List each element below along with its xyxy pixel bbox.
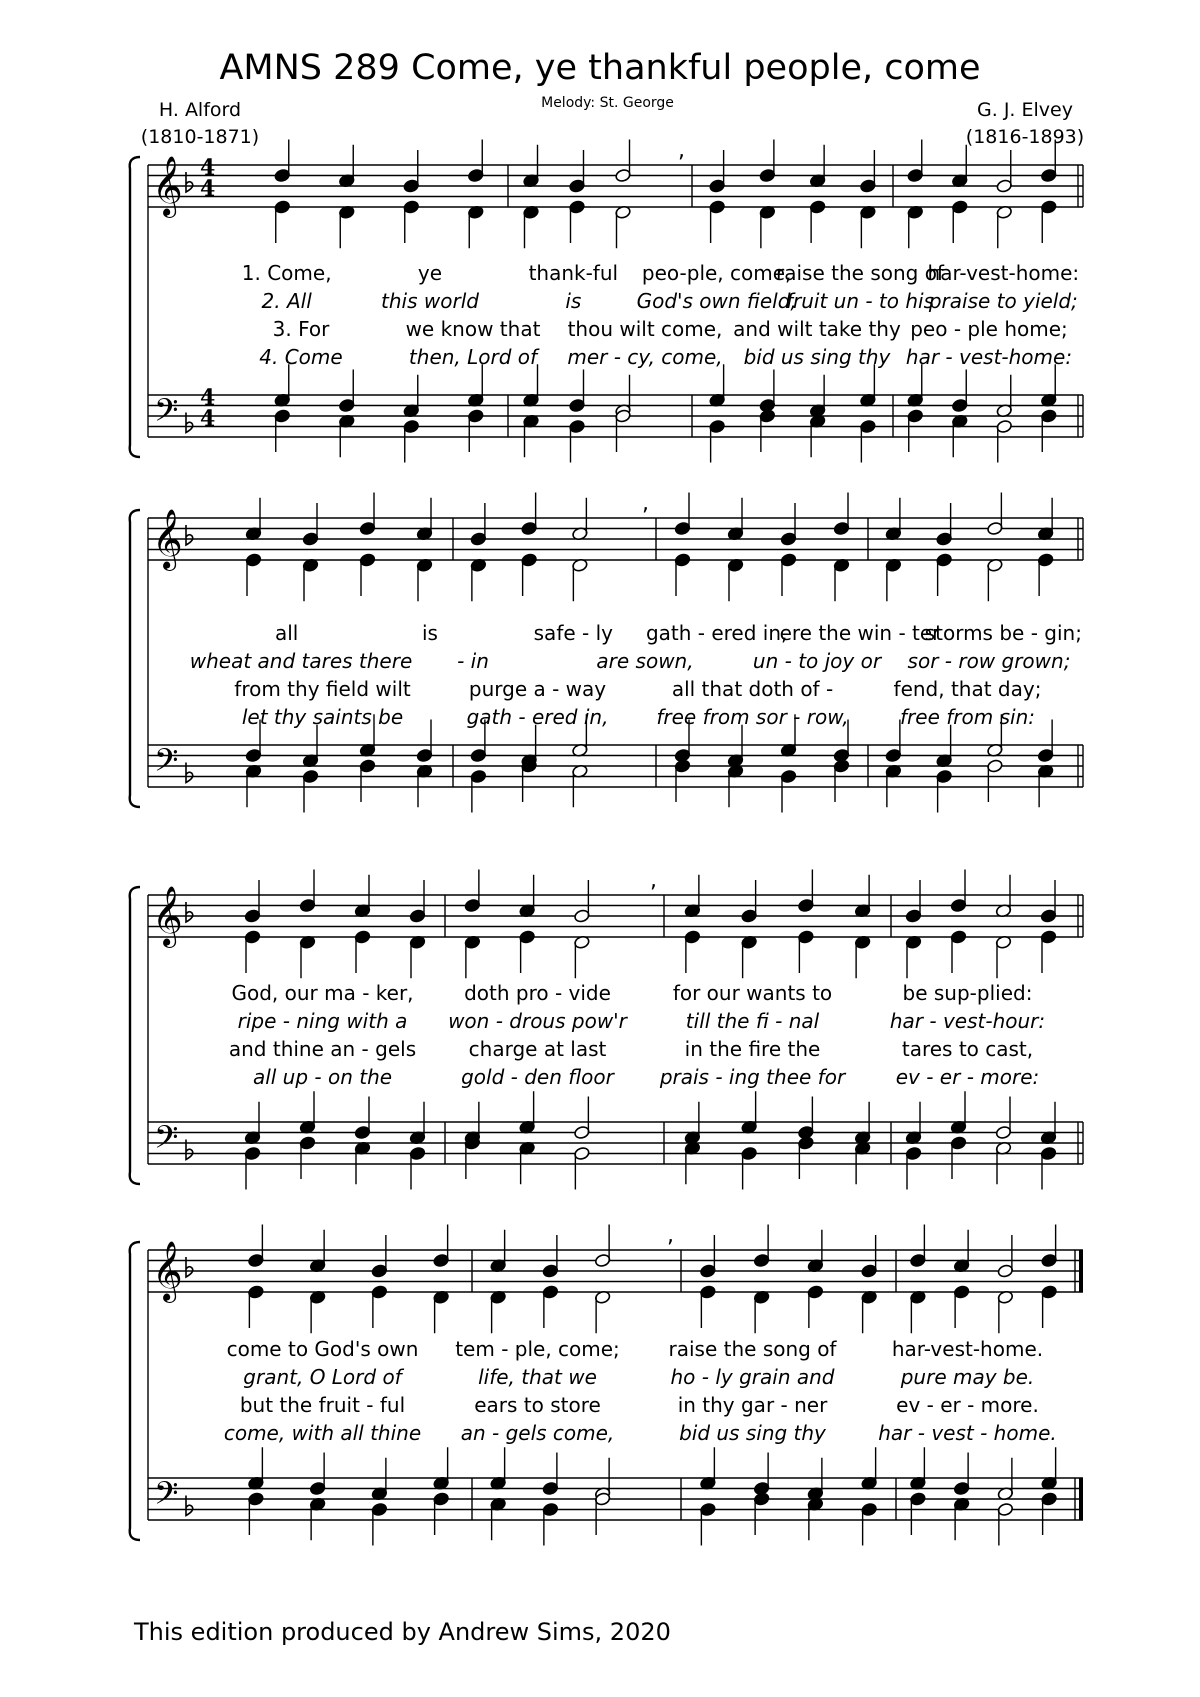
treble-clef-icon: 𝄞: [152, 156, 183, 216]
author-years: (1810-1871): [140, 126, 260, 148]
lyric-verse-1: 1. Come,: [241, 261, 332, 285]
lyric-verse-4: gath - ered in,: [466, 705, 609, 729]
bass-clef-icon: 𝄢: [154, 1475, 179, 1519]
lyric-verse-3: charge at last: [468, 1037, 607, 1061]
lyric-verse-1: gath - ered in,: [645, 621, 788, 645]
lyric-verse-2: sor - row grown;: [907, 649, 1071, 673]
composer-name: G. J. Elvey: [977, 99, 1073, 121]
lyric-verse-4: an - gels come,: [460, 1421, 615, 1445]
lyric-verse-1: be sup-plied:: [902, 981, 1033, 1005]
lyric-verse-4: har - vest-home:: [905, 345, 1073, 369]
final-bar-line: [1079, 1250, 1083, 1292]
lyric-verse-4: mer - cy, come,: [567, 345, 723, 369]
lyric-verse-4: bid us sing thy: [679, 1421, 826, 1445]
lyric-verse-1: ere the win - ter: [779, 621, 941, 645]
lyric-verse-3: tares to cast,: [901, 1037, 1034, 1061]
breath-mark: ,: [642, 491, 649, 516]
lyric-verse-3: ev - er - more.: [896, 1393, 1039, 1417]
lyric-verse-2: har - vest-hour:: [889, 1009, 1046, 1033]
lyric-verse-2: God's own field,: [636, 289, 797, 313]
lyric-verse-1: har-vest-home.: [891, 1337, 1044, 1361]
lyric-verse-3: 3. For: [272, 317, 330, 341]
lyric-verse-1: har-vest-home:: [927, 261, 1080, 285]
lyric-verse-2: 2. All: [261, 289, 312, 313]
lyric-verse-2: - in: [457, 649, 489, 673]
lyric-verse-3: ears to store: [474, 1393, 601, 1417]
lyric-verse-2: pure may be.: [900, 1365, 1035, 1389]
lyric-verse-3: and thine an - gels: [228, 1037, 417, 1061]
lyric-verse-3: from thy field wilt: [234, 677, 411, 701]
time-signature: 4: [200, 406, 216, 432]
lyric-verse-2: un - to joy or: [752, 649, 882, 673]
lyric-verse-2: won - drous pow'r: [448, 1009, 627, 1033]
lyric-verse-3: fend, that day;: [893, 677, 1042, 701]
breath-mark: ,: [650, 868, 657, 893]
time-signature: 4: [200, 176, 216, 202]
lyric-verse-4: gold - den floor: [461, 1065, 614, 1089]
lyric-verse-2: is: [565, 289, 582, 313]
treble-clef-icon: 𝄞: [152, 1241, 183, 1301]
lyric-verse-2: life, that we: [478, 1365, 597, 1389]
lyric-verse-4: free from sor - row,: [656, 705, 849, 729]
bass-clef-icon: 𝄢: [154, 742, 179, 786]
lyric-verse-1: thank-ful: [528, 261, 619, 285]
lyric-verse-1: raise the song of: [776, 261, 944, 285]
lyric-verse-4: then, Lord of: [408, 345, 538, 369]
lyric-verse-3: purge a - way: [468, 677, 607, 701]
lyric-verse-3: in the fire the: [684, 1037, 821, 1061]
lyric-verse-4: 4. Come: [259, 345, 343, 369]
author-name: H. Alford: [158, 99, 242, 121]
lyric-verse-1: for our wants to: [672, 981, 833, 1005]
lyric-verse-2: grant, O Lord of: [243, 1365, 402, 1389]
system-brace: [130, 1242, 140, 1540]
lyric-verse-3: in thy gar - ner: [677, 1393, 828, 1417]
lyric-verse-1: God, our ma - ker,: [231, 981, 414, 1005]
lyric-verse-3: we know that: [405, 317, 541, 341]
lyric-verse-1: raise the song of: [668, 1337, 837, 1361]
lyric-verse-3: all that doth of -: [671, 677, 834, 701]
system-brace: [130, 887, 140, 1184]
lyric-verse-4: all up - on the: [252, 1065, 393, 1089]
system-brace: [130, 157, 140, 457]
lyric-verse-4: let thy saints be: [241, 705, 404, 729]
system-brace: [130, 510, 140, 807]
lyric-verse-2: this world: [381, 289, 479, 313]
lyric-verse-2: ho - ly grain and: [670, 1365, 835, 1389]
lyric-verse-1: storms be - gin;: [924, 621, 1082, 645]
lyric-verse-2: wheat and tares there: [189, 649, 413, 673]
treble-clef-icon: 𝄞: [152, 886, 183, 946]
bass-clef-icon: 𝄢: [154, 392, 179, 436]
treble-clef-icon: 𝄞: [152, 509, 183, 569]
lyric-verse-3: thou wilt come,: [567, 317, 723, 341]
lyric-verse-4: ev - er - more:: [895, 1065, 1040, 1089]
breath-mark: ,: [678, 138, 685, 163]
hymn-title: AMNS 289 Come, ye thankful people, come: [219, 48, 981, 88]
time-signature: 4: [200, 155, 216, 181]
final-bar-line: [1079, 1478, 1083, 1520]
edition-credit: This edition produced by Andrew Sims, 2020: [134, 1618, 671, 1646]
lyric-verse-2: are sown,: [596, 649, 694, 673]
bass-clef-icon: 𝄢: [154, 1119, 179, 1163]
lyric-verse-1: peo-ple, come,: [641, 261, 792, 285]
lyric-verse-1: is: [422, 621, 438, 645]
lyric-verse-4: prais - ing thee for: [659, 1065, 846, 1089]
lyric-verse-2: praise to yield;: [928, 289, 1078, 313]
lyric-verse-1: come to God's own: [226, 1337, 419, 1361]
time-signature: 4: [200, 385, 216, 411]
lyric-verse-2: fruit un - to his: [785, 289, 935, 313]
lyric-verse-3: and wilt take thy: [733, 317, 901, 341]
lyric-verse-3: but the fruit - ful: [239, 1393, 406, 1417]
composer-years: (1816-1893): [965, 126, 1085, 148]
lyric-verse-4: bid us sing thy: [743, 345, 891, 369]
lyric-verse-4: har - vest - home.: [878, 1421, 1057, 1445]
lyric-verse-1: ye: [417, 261, 443, 285]
lyric-verse-2: ripe - ning with a: [237, 1009, 408, 1033]
breath-mark: ,: [667, 1223, 674, 1248]
lyric-verse-4: come, with all thine: [223, 1421, 422, 1445]
lyric-verse-1: all: [274, 621, 299, 645]
lyric-verse-1: tem - ple, come;: [455, 1337, 620, 1361]
lyric-verse-4: free from sin:: [900, 705, 1035, 729]
lyric-verse-1: doth pro - vide: [464, 981, 611, 1005]
melody-credit: Melody: St. George: [541, 95, 674, 111]
lyric-verse-1: safe - ly: [533, 621, 614, 645]
lyric-verse-3: peo - ple home;: [910, 317, 1068, 341]
lyric-verse-2: till the fi - nal: [685, 1009, 820, 1033]
